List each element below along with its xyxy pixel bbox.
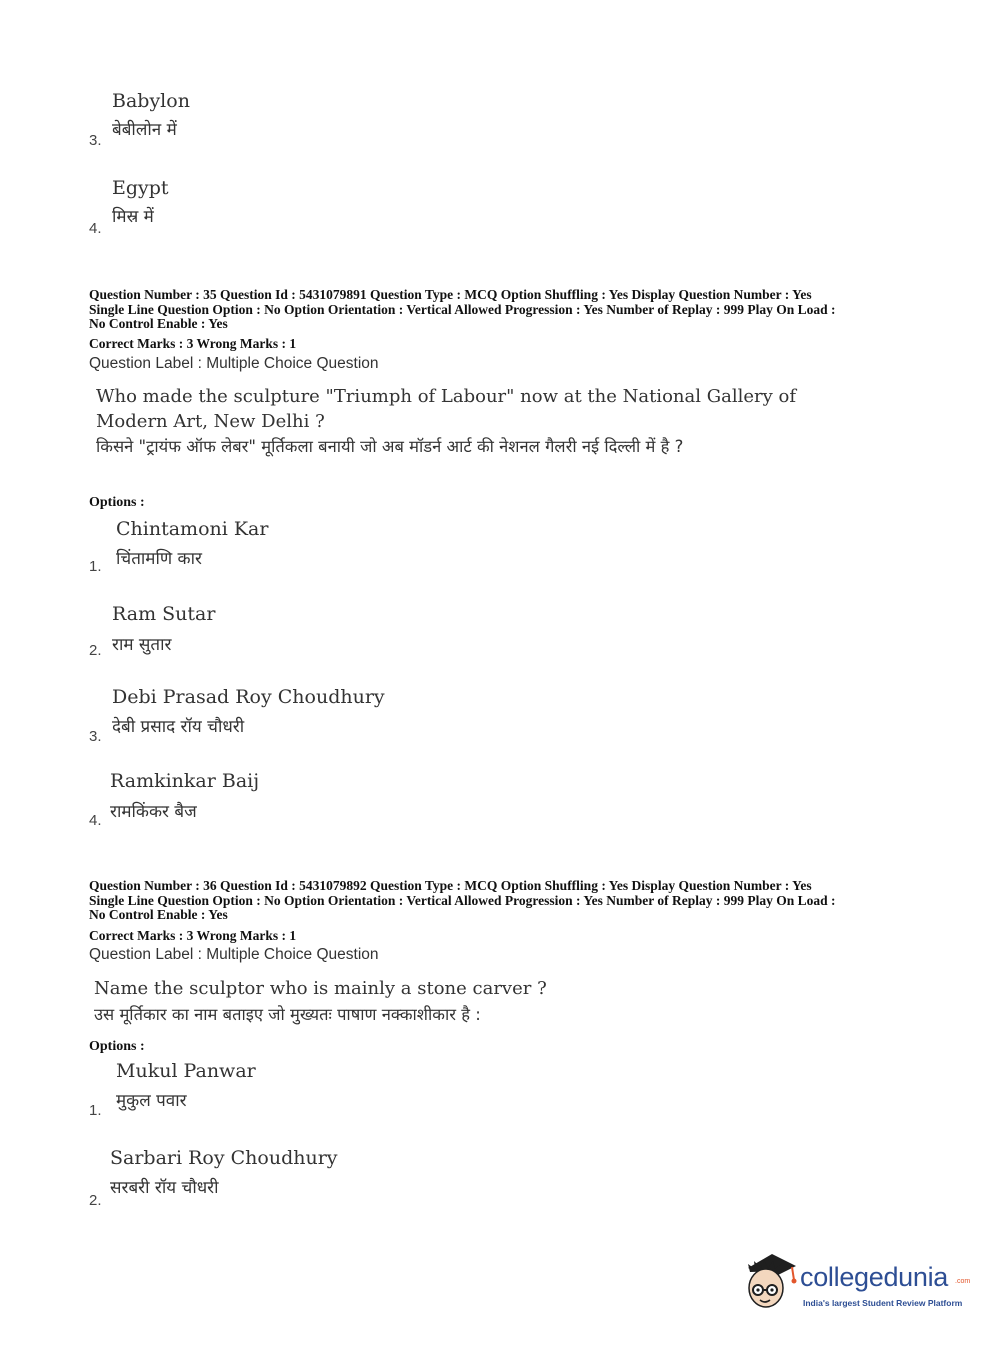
question-35-text-hindi: किसने "ट्रायंफ ऑफ लेबर" मूर्तिकला बनायी जो अब मॉडर्न आर्ट की नेशनल गैलरी नई दिल्ली में है ? xyxy=(96,437,684,456)
option-3-number: 3. xyxy=(89,132,102,149)
q36-option-1-english: Mukul Panwar xyxy=(116,1060,256,1082)
question-35-options-label: Options : xyxy=(89,495,145,510)
question-35-marks: Correct Marks : 3 Wrong Marks : 1 xyxy=(89,336,297,351)
q35-option-2-hindi: राम सुतार xyxy=(112,635,172,655)
q35-option-2-english: Ram Sutar xyxy=(112,603,216,625)
question-36-text-hindi: उस मूर्तिकार का नाम बताइए जो मुख्यतः पाषाण नक्काशीकार है : xyxy=(94,1005,481,1024)
question-35-meta-line-3: No Control Enable : Yes xyxy=(89,316,228,331)
q35-option-3-hindi: देबी प्रसाद रॉय चौधरी xyxy=(112,717,245,737)
question-36-options-label: Options : xyxy=(89,1039,145,1054)
q35-option-3-english: Debi Prasad Roy Choudhury xyxy=(112,686,385,708)
logo-wordmark: collegedunia xyxy=(800,1262,949,1292)
q35-option-1-english: Chintamoni Kar xyxy=(116,518,269,540)
mascot-face-icon xyxy=(742,1250,800,1312)
option-4-number: 4. xyxy=(89,220,102,237)
question-36-meta xyxy=(89,879,919,923)
q35-option-4-hindi: रामकिंकर बैज xyxy=(110,802,197,822)
q36-option-2-english: Sarbari Roy Choudhury xyxy=(110,1147,338,1169)
option-3-hindi: बेबीलोन में xyxy=(112,120,177,140)
question-36-marks: Correct Marks : 3 Wrong Marks : 1 xyxy=(89,928,297,943)
question-36-meta-line-1: Question Number : 36 Question Id : 5431079892 Question Type : MCQ Option Shuffling : Yes Display Question Number : Yes xyxy=(89,878,812,893)
q35-option-1-number: 1. xyxy=(89,558,102,575)
collegedunia-logo xyxy=(742,1250,972,1312)
question-36-label: Question Label : Multiple Choice Question xyxy=(89,946,379,963)
option-4-english: Egypt xyxy=(112,177,169,199)
question-35-text-english: Who made the sculpture "Triumph of Labour" now at the National Gallery of Modern Art, New Delhi ? xyxy=(96,386,796,432)
question-35-label: Question Label : Multiple Choice Question xyxy=(89,355,379,372)
question-36-text-english: Name the sculptor who is mainly a stone carver ? xyxy=(94,978,547,999)
q36-option-1-number: 1. xyxy=(89,1102,102,1119)
option-3-english: Babylon xyxy=(112,90,190,112)
q36-option-2-number: 2. xyxy=(89,1192,102,1209)
q35-option-4-english: Ramkinkar Baij xyxy=(110,770,260,792)
logo-tagline: India's largest Student Review Platform xyxy=(803,1298,963,1308)
q35-option-2-number: 2. xyxy=(89,642,102,659)
q35-option-1-hindi: चिंतामणि कार xyxy=(116,549,202,569)
question-35-meta xyxy=(89,288,919,332)
question-35-meta-line-1: Question Number : 35 Question Id : 5431079891 Question Type : MCQ Option Shuffling : Yes Display Question Number : Yes xyxy=(89,287,812,302)
q35-option-4-number: 4. xyxy=(89,812,102,829)
question-36-meta-line-3: No Control Enable : Yes xyxy=(89,907,228,922)
q36-option-1-hindi: मुकुल पवार xyxy=(116,1091,187,1111)
q35-option-3-number: 3. xyxy=(89,728,102,745)
option-4-hindi: मिस्र में xyxy=(112,207,154,227)
question-35-meta-line-2: Single Line Question Option : No Option Orientation : Vertical Allowed Progression : Yes Number of Replay : 999 Play On Load : xyxy=(89,301,836,317)
logo-com: .com xyxy=(955,1278,971,1285)
question-36-meta-line-2: Single Line Question Option : No Option Orientation : Vertical Allowed Progression : Yes Number of Replay : 999 Play On Load : xyxy=(89,892,836,908)
q36-option-2-hindi: सरबरी रॉय चौधरी xyxy=(110,1178,219,1198)
